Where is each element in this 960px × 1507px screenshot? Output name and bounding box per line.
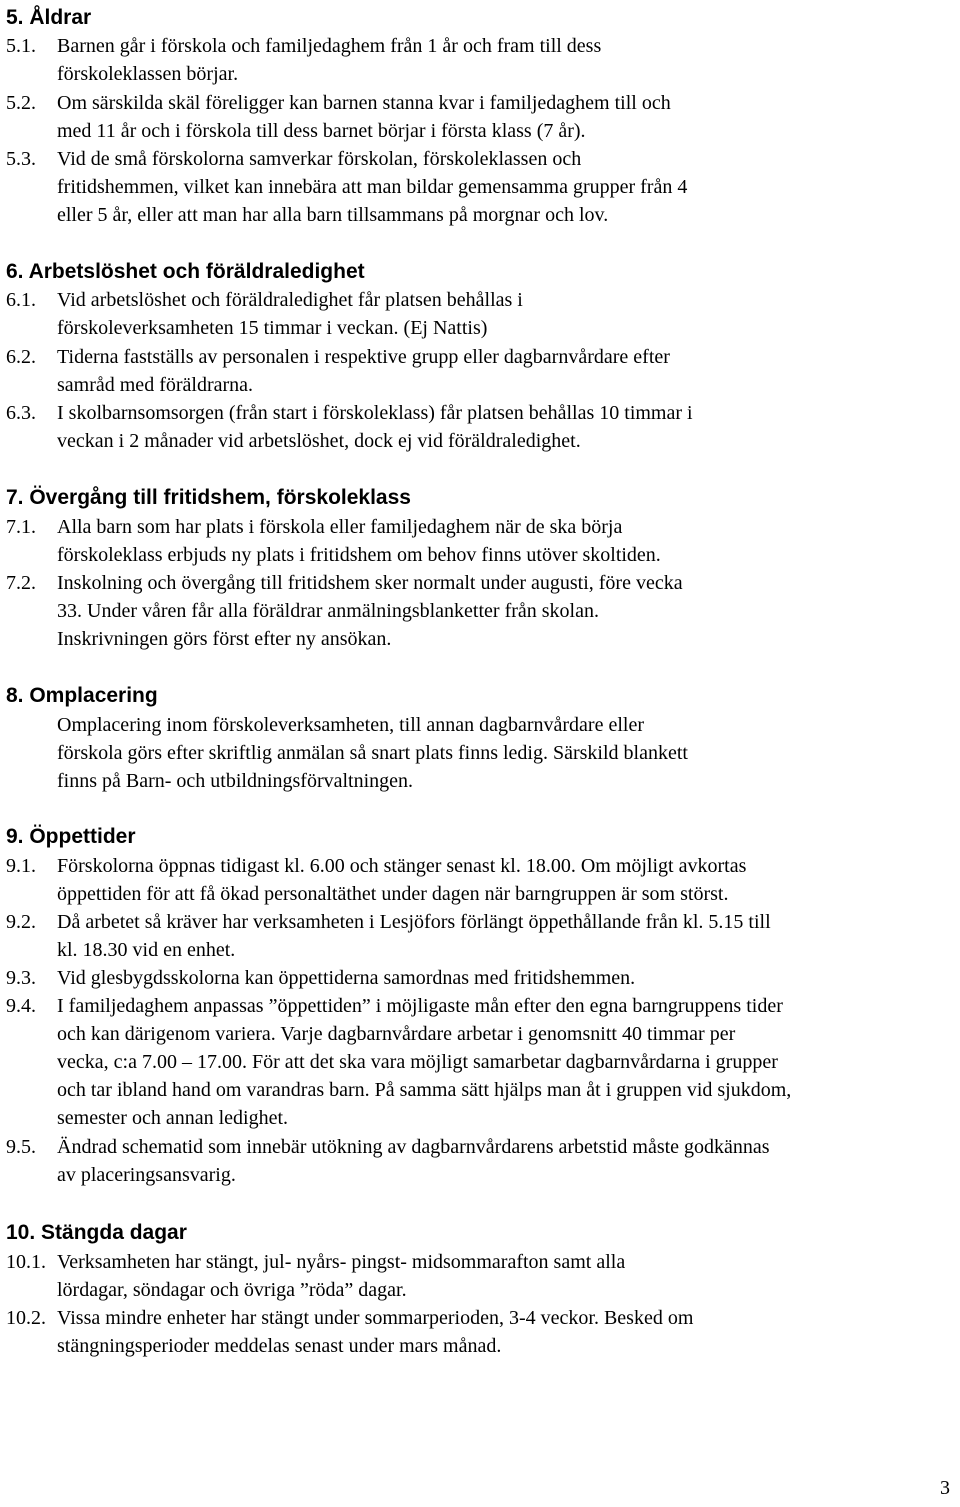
text-line: Verksamheten har stängt, jul- nyårs- pingst- midsommarafton samt alla [57,1251,626,1273]
item-number: 7.1. [6,516,36,538]
item-text [57,852,957,908]
page-number: 3 [940,1477,950,1499]
text-line: I familjedaghem anpassas ”öppettiden” i möjligaste mån efter den egna barngruppens tider [57,995,783,1017]
item-text [57,89,957,145]
item-number: 6.3. [6,402,36,424]
text-line: Förskolorna öppnas tidigast kl. 6.00 och stänger senast kl. 18.00. Om möjligt avkortas [57,855,747,877]
item-number: 9.2. [6,911,36,933]
text-line: Vid de små förskolorna samverkar förskolan, förskoleklassen och [57,148,582,170]
section-heading: 10. Stängda dagar [6,1221,187,1244]
item-text [57,569,957,653]
text-line: Barnen går i förskola och familjedaghem från 1 år och fram till dess [57,35,602,57]
section-heading: 7. Övergång till fritidshem, förskoleklass [6,486,411,509]
text-line: Vissa mindre enheter har stängt under sommarperioden, 3-4 veckor. Besked om [57,1307,694,1329]
item-number: 9.3. [6,967,36,989]
text-line: och kan därigenom variera. Varje dagbarnvårdare arbetar i genomsnitt 40 timmar per [57,1023,736,1045]
text-line: förskola görs efter skriftlig anmälan så snart plats finns ledig. Särskild blankett [57,742,688,764]
item-text [57,513,957,569]
text-line: veckan i 2 månader vid arbetslöshet, dock ej vid föräldraledighet. [57,430,581,452]
item-text [57,711,957,795]
section-heading: 5. Åldrar [6,6,92,29]
item-text [57,399,957,455]
item-text [57,1133,957,1189]
item-text [57,32,957,88]
text-line: kl. 18.30 vid en enhet. [57,939,236,961]
item-text [57,343,957,399]
item-number: 7.2. [6,572,36,594]
item-text [57,145,957,229]
text-line: med 11 år och i förskola till dess barnet börjar i första klass (7 år). [57,120,586,142]
text-line: öppettiden för att få ökad personaltäthet under dagen när barngruppen är som störst. [57,883,729,905]
item-text [57,964,957,992]
text-line: Vid glesbygdsskolorna kan öppettiderna samordnas med fritidshemmen. [57,967,636,989]
text-line: av placeringsansvarig. [57,1164,236,1186]
text-line: Om särskilda skäl föreligger kan barnen stanna kvar i familjedaghem till och [57,92,671,114]
item-number: 9.1. [6,855,36,877]
text-line: I skolbarnsomsorgen (från start i förskoleklass) får platsen behållas 10 timmar i [57,402,693,424]
text-line: förskoleklassen börjar. [57,63,239,85]
section-heading: 8. Omplacering [6,684,158,707]
text-line: stängningsperioder meddelas senast under mars månad. [57,1335,502,1357]
item-number: 5.3. [6,148,36,170]
item-text [57,992,957,1132]
text-line: Tiderna fastställs av personalen i respektive grupp eller dagbarnvårdare efter [57,346,670,368]
item-number: 10.2. [6,1307,46,1329]
text-line: Inskrivningen görs först efter ny ansökan. [57,628,392,650]
text-line: fritidshemmen, vilket kan innebära att man bildar gemensamma grupper från 4 [57,176,688,198]
text-line: vecka, c:a 7.00 – 17.00. För att det ska vara möjligt samarbetar dagbarnvårdarna i grupper [57,1051,778,1073]
section-heading: 9. Öppettider [6,825,136,848]
text-line: förskoleverksamheten 15 timmar i veckan. (Ej Nattis) [57,317,488,339]
text-line: Ändrad schematid som innebär utökning av dagbarnvårdarens arbetstid måste godkännas [57,1136,770,1158]
item-number: 5.2. [6,92,36,114]
text-line: semester och annan ledighet. [57,1107,289,1129]
text-line: finns på Barn- och utbildningsförvaltningen. [57,770,414,792]
text-line: eller 5 år, eller att man har alla barn tillsammans på morgnar och lov. [57,204,609,226]
item-number: 5.1. [6,35,36,57]
text-line: Alla barn som har plats i förskola eller familjedaghem när de ska börja [57,516,623,538]
section-heading: 6. Arbetslöshet och föräldraledighet [6,260,365,283]
item-text [57,286,957,342]
item-number: 9.5. [6,1136,36,1158]
item-text [57,1304,957,1360]
item-number: 9.4. [6,995,36,1017]
text-line: förskoleklass erbjuds ny plats i fritidshem om behov finns utöver skoltiden. [57,544,661,566]
text-line: Inskolning och övergång till fritidshem sker normalt under augusti, före vecka [57,572,683,594]
item-number: 6.2. [6,346,36,368]
text-line: 33. Under våren får alla föräldrar anmälningsblanketter från skolan. [57,600,599,622]
item-text [57,908,957,964]
text-line: Då arbetet så kräver har verksamheten i Lesjöfors förlängt öppethållande från kl. 5.15 till [57,911,771,933]
text-line: Omplacering inom förskoleverksamheten, till annan dagbarnvårdare eller [57,714,644,736]
text-line: lördagar, söndagar och övriga ”röda” dagar. [57,1279,407,1301]
item-number: 10.1. [6,1251,46,1273]
text-line: samråd med föräldrarna. [57,374,254,396]
item-number: 6.1. [6,289,36,311]
item-text [57,1248,957,1304]
text-line: Vid arbetslöshet och föräldraledighet får platsen behållas i [57,289,523,311]
text-line: och tar ibland hand om varandras barn. På samma sätt hjälps man åt i gruppen vid sjukdom, [57,1079,792,1101]
